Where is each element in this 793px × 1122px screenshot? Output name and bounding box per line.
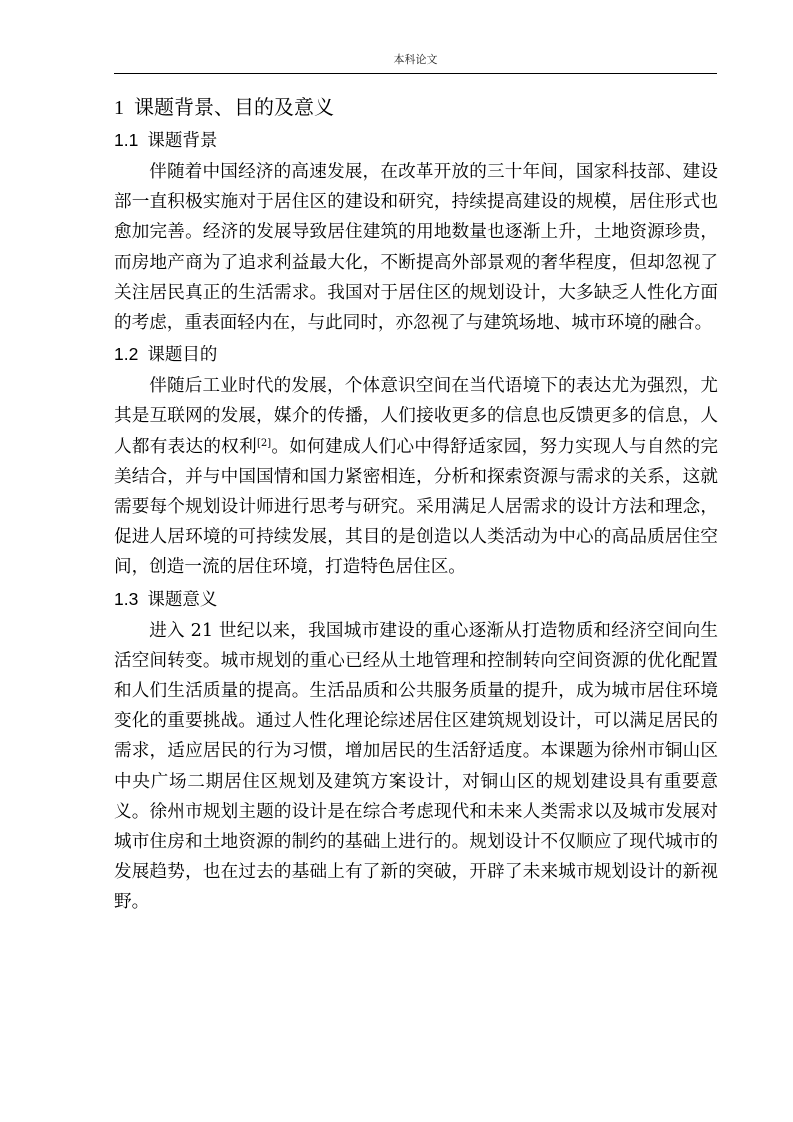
citation-reference: [2]: [256, 437, 272, 449]
section-heading: [114, 126, 718, 155]
document-body: [114, 92, 718, 920]
chapter-title: 课题背景、目的及意义: [134, 95, 334, 119]
paragraph-text: 伴随后工业时代的发展，个体意识空间在当代语境下的表达尤为强烈，尤其是互联网的发展，媒介的传播，人们接收更多的信息也反馈更多的信息，人人都有表达的权利: [114, 376, 718, 457]
section-number: 1.2: [114, 344, 139, 365]
section-title: 课题目的: [147, 345, 218, 366]
section-number: 1.1: [114, 130, 139, 150]
chapter-number: 1: [114, 97, 124, 119]
header-divider: [114, 73, 717, 74]
paragraph-text: 。如何建成人们心中得舒适家园，努力实现人与自然的完美结合，并与中国国情和国力紧密相连，分析和探索资源与需求的关系，这就需要每个规划设计师进行思考与研究。采用满足人居需求的设计方法和理念，促进人居环境的可持续发展，其目的是创造以人类活动为中心的高品质居住空间，创造一流的居住环境，打造特色居住区。: [114, 436, 718, 578]
section-title: 课题意义: [147, 589, 218, 610]
section-title: 课题背景: [147, 131, 218, 151]
section-paragraph: 伴随着中国经济的高速发展，在改革开放的三十年间，国家科技部、建设部一直积极实施对于居住区的建设和研究，持续提高建设的规模，居住形式也愈加完善。经济的发展导致居住建筑的用地数量也逐渐上升，土地资源珍贵，而房地产商为了追求利益最大化，不断提高外部景观的奢华程度，但却忽视了关注居民真正的生活需求。我国对于居住区的规划设计，大多缺乏人性化方面的考虑，重表面轻内在，与此同时，亦忽视了与建筑场地、城市环境的融合。: [114, 162, 718, 334]
section-paragraph: [114, 371, 718, 582]
section-number: 1.3: [114, 588, 139, 609]
section-paragraph: 进入 21 世纪以来，我国城市建设的重心逐渐从打造物质和经济空间向生活空间转变。城市规划的重心已经从土地管理和控制转向空间资源的优化配置和人们生活质量的提高。生活品质和公共服务质量的提升，成为城市居住环境变化的重要挑战。通过人性化理论综述居住区建筑规划设计，可以满足居民的需求，适应居民的行为习惯，增加居民的生活舒适度。本课题为徐州市铜山区中央广场二期居住区规划及建筑方案设计，对铜山区的规划建设具有重要意义。徐州市规划主题的设计是在综合考虑现代和未来人类需求以及城市发展对城市住房和土地资源的制约的基础上进行的。规划设计不仅顺应了现代城市的发展趋势，也在过去的基础上有了新的突破，开辟了未来城市规划设计的新视野。: [114, 620, 718, 913]
chapter-heading: [114, 92, 718, 123]
section-heading: [114, 340, 718, 369]
page-header: 本科论文: [393, 53, 438, 66]
section-heading: [114, 585, 718, 614]
